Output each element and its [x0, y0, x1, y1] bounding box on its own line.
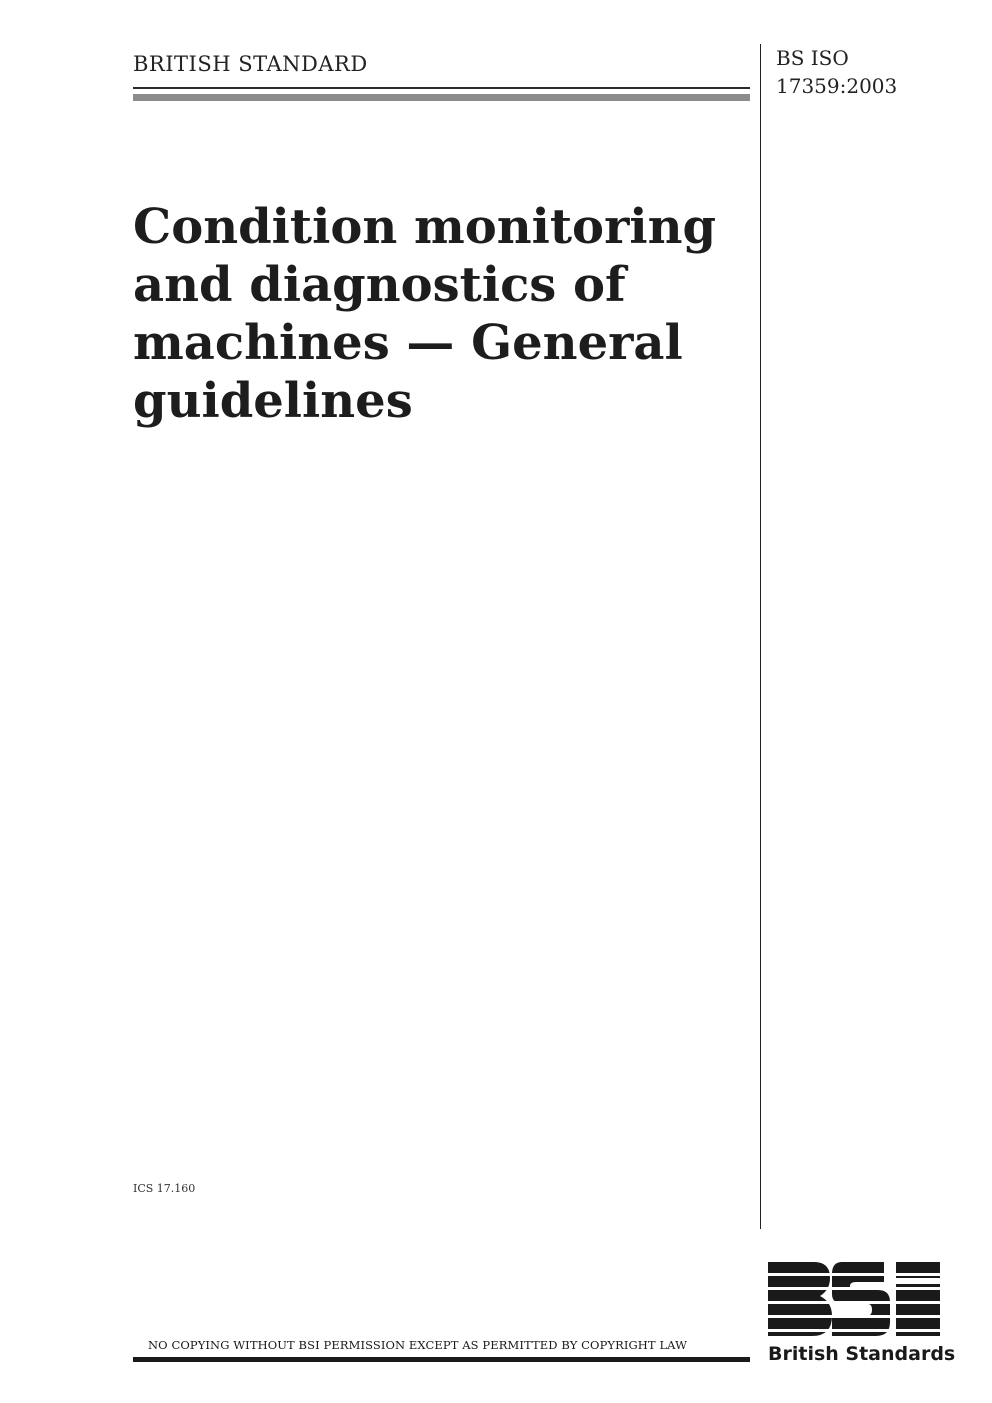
standard-number-line2: 17359:2003 [776, 74, 898, 98]
bsi-logo-mark [766, 1260, 944, 1340]
title-line: guidelines [133, 373, 413, 429]
title-line: machines — General [133, 315, 683, 371]
series-label: BRITISH STANDARD [133, 52, 368, 76]
ics-code: ICS 17.160 [133, 1182, 196, 1195]
standard-number [776, 44, 897, 100]
logo-caption: British Standards [768, 1343, 956, 1365]
title-line: and diagnostics of [133, 257, 626, 313]
header-rule-thin [133, 87, 750, 89]
title-line: Condition monitoring [133, 199, 717, 255]
footer-rule [133, 1357, 750, 1362]
standard-number-line1: BS ISO [776, 46, 849, 70]
document-title [133, 198, 753, 430]
header-rule-thick [133, 94, 750, 101]
copyright-notice: NO COPYING WITHOUT BSI PERMISSION EXCEPT AS PERMITTED BY COPYRIGHT LAW [148, 1338, 688, 1352]
vertical-divider [760, 44, 761, 1229]
